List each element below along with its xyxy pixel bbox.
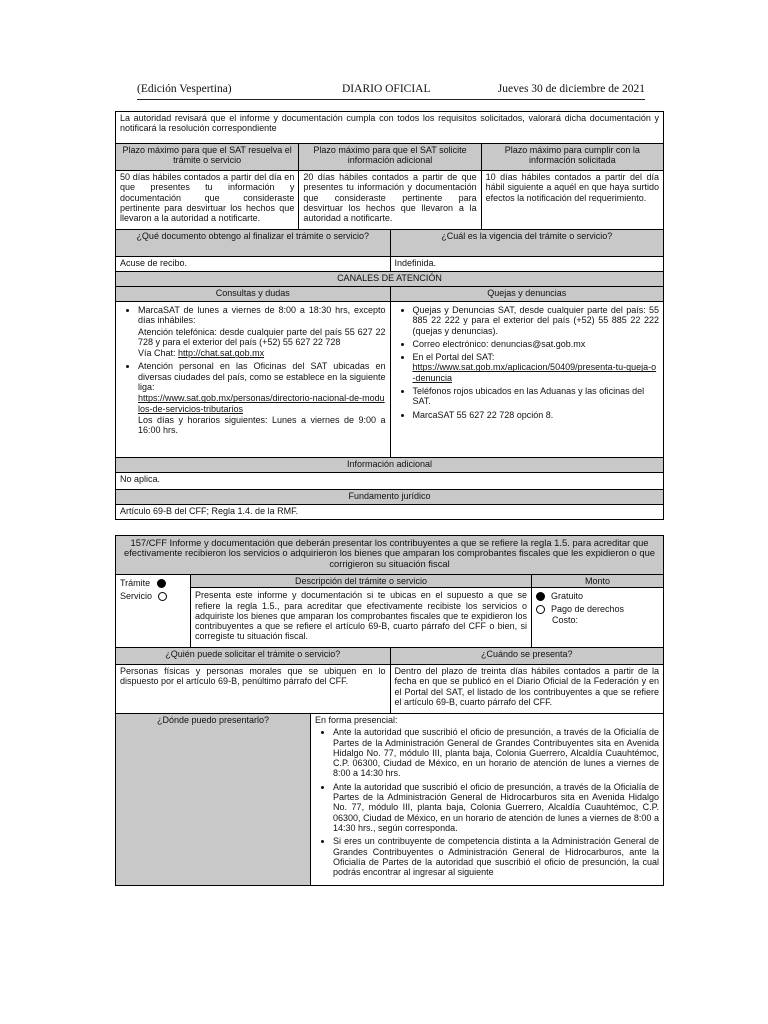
- forma-presencial-label: En forma presencial:: [315, 715, 398, 725]
- list-item: • Atención personal en las Oficinas del SAT ubicadas en diversas ciudades del país, como se establece en la siguiente liga: https://www.sat.gob.mx/personas/directorio-nacional-de-modulos-de-servicios-tributarios Los días y horarios siguientes: Lunes a viernes de 9:00 a 16:00 hrs.: [138, 361, 386, 435]
- tramite-radio[interactable]: [157, 579, 166, 588]
- donde-list: [315, 727, 659, 877]
- descripcion-cell: [190, 575, 531, 647]
- consultas-list: [120, 305, 386, 436]
- quejas-list-cell: [390, 302, 664, 457]
- consultas-title: Consultas y dudas: [116, 287, 390, 301]
- monto-cell: [531, 575, 663, 647]
- intro-text: La autoridad revisará que el informe y documentación cumpla con todos los requisitos solicitados, valorará dicha documentación y notificará la resolución correspondiente: [120, 113, 659, 134]
- plazo-cumplir-header: Plazo máximo para cumplir con la información solicitada: [481, 144, 663, 170]
- fundamento-title: Fundamento jurídico: [116, 490, 663, 504]
- list-item: • En el Portal del SAT: https://www.sat.gob.mx/aplicacion/50409/presenta-tu-queja-o-denuncia: [413, 352, 660, 383]
- descripcion-value: Presenta este informe y documentación si te ubicas en el supuesto a que se refiere la regla 1.5., para acreditar que efectivamente recibiste los servicios o adquiriste los bienes que amparan los comprobantes fiscales que te expidieron los contribuyentes a que se refiere el artículo 69-B, cuarto párrafo del CFF o bien, si corregiste tu situación fiscal.: [195, 590, 527, 642]
- consultas-list-cell: [116, 302, 390, 457]
- plazo-solicitar-value: 20 días hábiles contados a partir de que presentes tu información y documentación que consideraste pertinente para desvirtuar los hechos que llevaron a la autoridad a notificarte.: [298, 171, 480, 229]
- documento-answer: Acuse de recibo.: [120, 258, 188, 268]
- queja-link[interactable]: https://www.sat.gob.mx/aplicacion/50409/presenta-tu-queja-o-denuncia: [412, 362, 657, 383]
- donde-answer-cell: [310, 714, 663, 885]
- list-item: • MarcaSAT 55 627 22 728 opción 8.: [413, 410, 660, 420]
- vigencia-question: ¿Cuál es la vigencia del trámite o servicio?: [390, 230, 664, 256]
- vigencia-answer: Indefinida.: [390, 257, 664, 271]
- list-item: • Correo electrónico: denuncias@sat.gob.mx: [413, 339, 660, 349]
- cuando-answer: Dentro del plazo de treinta días hábiles contados a partir de la fecha en que se publicó en el Diario Oficial de la Federación y en el Portal del SAT, el listado de los contribuyentes a que se refiere el artículo 69-B, cuarto párrafo del CFF.: [390, 665, 664, 713]
- list-item: • Quejas y Denuncias SAT, desde cualquier parte del país: 55 885 22 222 y para el exterior del país (+52) 55 885 22 222 (quejas y denuncias).: [413, 305, 660, 336]
- plazo-solicitar-header: Plazo máximo para que el SAT solicite información adicional: [298, 144, 480, 170]
- servicio-label: Servicio: [120, 591, 153, 602]
- tramite-label: Trámite: [120, 578, 151, 588]
- plazo-resolver-value: 50 días hábiles contados a partir del día en que presentes tu información y documentación que consideraste pertinente para desvirtuar los hechos que llevaron a la autoridad a notificarte.: [120, 172, 295, 224]
- tramite-block-156: [115, 111, 664, 520]
- plazo-cumplir-value: 10 días hábiles contados a partir del día hábil siguiente a aquél en que haya surtido efectos la notificación del requerimiento.: [481, 171, 663, 229]
- pago-label: Pago de derechos: [551, 603, 625, 614]
- quejas-list: [395, 305, 660, 420]
- quien-answer: Personas físicas y personas morales que se ubiquen en lo dispuesto por el artículo 69-B, penúltimo párrafo del CFF.: [120, 666, 386, 687]
- header-date: Jueves 30 de diciembre de 2021: [497, 83, 645, 95]
- donde-question: ¿Dónde puedo presentarlo?: [116, 714, 310, 885]
- plazo-resolver-header: Plazo máximo para que el SAT resuelva el trámite o servicio: [116, 144, 298, 170]
- directorio-link[interactable]: https://www.sat.gob.mx/personas/directorio-nacional-de-modulos-de-servicios-tributarios: [138, 393, 385, 414]
- monto-title: Monto: [532, 575, 663, 588]
- cuando-question: ¿Cuándo se presenta?: [390, 648, 664, 664]
- page-header: [137, 83, 645, 99]
- list-item: • Ante la autoridad que suscribió el oficio de presunción, a través de la Oficialía de Partes de la Administración General de Grandes Contribuyentes sita en Avenida Hidalgo No. 77, módulo III, planta baja, Colonia Guerrero, Alcaldía Cuauhtémoc, C.P. 06300, Ciudad de México, en un horario de atención de lunes a viernes de 8:00 a 14:30 hrs.: [333, 727, 659, 778]
- list-item: • MarcaSAT de lunes a viernes de 8:00 a 18:30 hrs, excepto días inhábiles: Atención telefónica: desde cualquier parte del país 55 627 22 728 y para el exterior del país (+52) 55 627 22 728 Vía Chat: http://chat.sat.gob.mx: [138, 305, 386, 358]
- edition-label: (Edición Vespertina): [137, 83, 232, 95]
- tramite-157-title: 157/CFF Informe y documentación que deberán presentar los contribuyentes a que se refiere la regla 1.5. para acreditar que efectivamente recibieron los servicios o adquirieron los bienes que amparan los comprobantes fiscales que les expidieron o que corrigieron su situación fiscal: [116, 536, 663, 574]
- newspaper-title: DIARIO OFICIAL: [342, 83, 431, 95]
- list-item: • Si eres un contribuyente de competencia distinta a la Administración General de Grandes Contribuyentes o Administración General de Hidrocarburos, ante la Oficialía de Partes de la autoridad que suscribió el oficio de presunción, la cual podrás encontrar al ingresar al siguiente: [333, 836, 659, 877]
- info-adicional-value: No aplica.: [120, 474, 161, 484]
- tipo-cell: [116, 575, 190, 647]
- list-item: • Teléfonos rojos ubicados en las Aduanas y las oficinas del SAT.: [413, 386, 660, 407]
- header-rule: [137, 99, 645, 100]
- canales-title: CANALES DE ATENCIÓN: [116, 272, 663, 286]
- quien-question: ¿Quién puede solicitar el trámite o servicio?: [116, 648, 390, 664]
- quejas-title: Quejas y denuncias: [390, 287, 664, 301]
- servicio-radio[interactable]: [158, 592, 167, 601]
- documento-question: ¿Qué documento obtengo al finalizar el trámite o servicio?: [116, 230, 390, 256]
- pago-radio[interactable]: [536, 605, 545, 614]
- list-item: • Ante la autoridad que suscribió el oficio de presunción, a través de la Oficialía de Partes de la Administración General de Hidrocarburos sita en Avenida Hidalgo No. 77, módulo III, planta baja, Colonia Guerrero, Alcaldía Cuauhtémoc, C.P. 06300, Ciudad de México, en un horario de atención de lunes a viernes de 8:00 a 14:30 hrs., según corresponda.: [333, 782, 659, 833]
- tramite-block-157: [115, 535, 664, 886]
- gratuito-label: Gratuito: [551, 591, 584, 602]
- gratuito-radio[interactable]: [536, 592, 545, 601]
- descripcion-title: Descripción del trámite o servicio: [191, 575, 531, 588]
- costo-label: Costo:: [552, 614, 579, 625]
- chat-link[interactable]: http://chat.sat.gob.mx: [178, 348, 265, 359]
- info-adicional-title: Información adicional: [116, 458, 663, 472]
- fundamento-value: Artículo 69-B del CFF; Regla 1.4. de la RMF.: [120, 506, 299, 516]
